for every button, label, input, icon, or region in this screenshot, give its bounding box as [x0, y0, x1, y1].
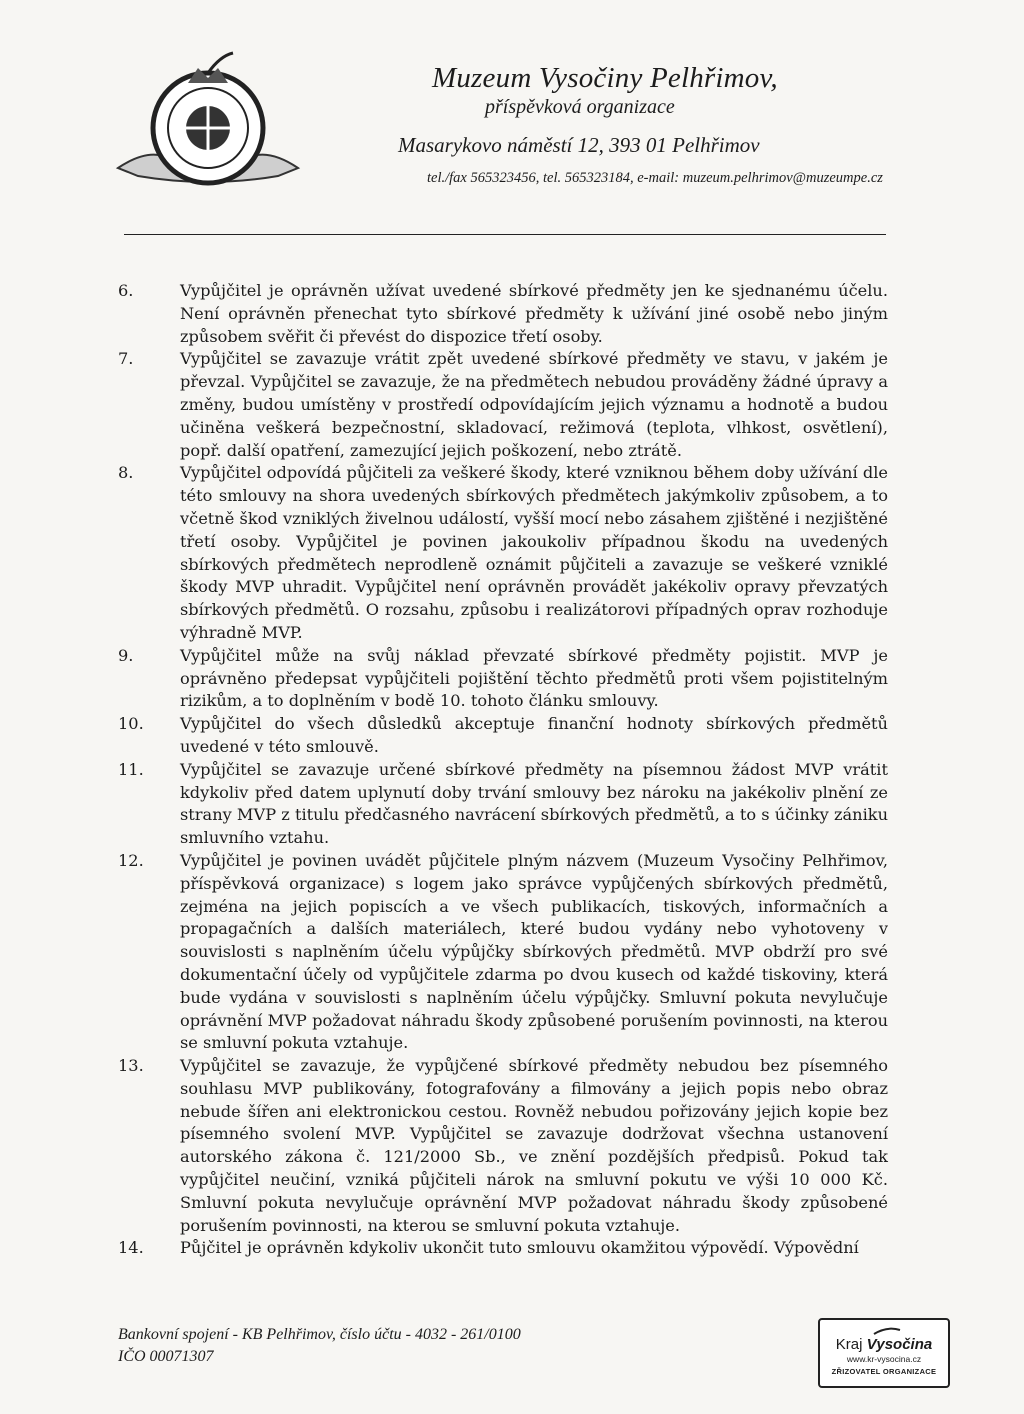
kraj-vysocina-logo	[818, 1318, 950, 1388]
header-subtitle: příspěvková organizace	[485, 96, 675, 118]
clause-text: Vypůjčitel je oprávněn užívat uvedené sbírkové předměty jen ke sjednanému účelu. Není oprávněn přenechat tyto sbírkové předměty k užívání jiné osobě nebo jiným způsobem svěřit či převést do dispozice třetí osoby.	[180, 281, 888, 346]
clause-number: 7.	[118, 349, 134, 369]
clause-item	[118, 713, 888, 759]
clause-item	[118, 759, 888, 850]
clause-number: 9.	[118, 645, 134, 665]
clause-number: 6.	[118, 281, 134, 300]
clause-text: Vypůjčitel se zavazuje vrátit zpět uvedené sbírkové předměty ve stavu, v jakém je převzal. Vypůjčitel se zavazuje, že na předmětech nebudou prováděny žádné úpravy a změny, budou umístěny v prostředí odpovídajícím jejich významu a hodnotě a budou učiněna veškerá bezpečnostní, skladovací, režimová (teplota, vlhkost, osvětlení), popř. další opatření, zamezující jejich poškození, nebo ztrátě.	[180, 349, 888, 460]
clause-text: Vypůjčitel se zavazuje, že vypůjčené sbírkové předměty nebudou bez písemného souhlasu MVP publikovány, fotografovány a filmovány a jejich popis nebo obraz nebude šířen ani elektronickou cestou. Rovněž nebudou pořizovány jejich kopie bez písemného svolení MVP. Vypůjčitel se zavazuje dodržovat všechna ustanovení autorského zákona č. 121/2000 Sb., ve znění pozdějších předpisů. Pokud tak vypůjčitel neučiní, vzniká půjčiteli nárok na smluvní pokutu ve výši 10 000 Kč. Smluvní pokuta nevylučuje oprávnění MVP požadovat náhradu škody způsobené porušením povinnosti, na kterou se smluvní pokuta vztahuje.	[180, 1056, 888, 1235]
clause-number: 12.	[118, 850, 144, 870]
kraj-name-part1: Kraj	[835, 1336, 863, 1353]
clause-text: Vypůjčitel odpovídá půjčiteli za veškeré škody, které vzniknou během doby užívání dle této smlouvy na shora uvedených sbírkových předmětech jakýmkoliv způsobem, a to včetně škod vzniklých živelnou událostí, vyšší mocí nebo zásahem zjištěné i nezjištěné třetí osoby. Vypůjčitel je povinen jakoukoliv případnou škodu na uvedených sbírkových předmětech neprodleně oznámit půjčiteli a zavazuje se veškeré vzniklé škody MVP uhradit. Vypůjčitel není oprávněn provádět jakékoliv opravy převzatých sbírkových předmětů. O rozsahu, způsobu i realizátorovi případných oprav rozhoduje výhradně MVP.	[180, 463, 888, 642]
clause-item	[118, 1237, 888, 1260]
clause-number: 13.	[118, 1056, 144, 1076]
clause-text: Vypůjčitel se zavazuje určené sbírkové předměty na písemnou žádost MVP vrátit kdykoliv před datem uplynutí doby trvání smlouvy bez nároku na jakékoliv plnění ze strany MVP z titulu předčasného navrácení sbírkových předmětů, a to s účinky zániku smluvního vztahu.	[180, 759, 888, 848]
contract-clauses	[118, 280, 888, 1260]
footer-ico: IČO 00071307	[118, 1348, 214, 1365]
clause-text: Vypůjčitel do všech důsledků akceptuje finanční hodnoty sbírkových předmětů uvedené v této smlouvě.	[180, 714, 888, 756]
clause-item	[118, 348, 888, 462]
swoosh-icon	[872, 1326, 902, 1336]
kraj-role: ZŘIZOVATEL ORGANIZACE	[831, 1367, 937, 1376]
museum-logo-seal	[108, 48, 308, 188]
clause-item	[118, 462, 888, 644]
kraj-name-part2: Vysočina	[866, 1336, 933, 1353]
header-address: Masarykovo náměstí 12, 393 01 Pelhřimov	[398, 133, 760, 157]
clause-item	[118, 645, 888, 713]
clause-text: Vypůjčitel může na svůj náklad převzaté sbírkové předměty pojistit. MVP je oprávněno předepsat vypůjčiteli pojištění těchto předmětů proti všem pojistitelným rizikům, a to doplněním v bodě 10. tohoto článku smlouvy.	[180, 645, 888, 711]
clause-text: Vypůjčitel je povinen uvádět půjčitele plným názvem (Muzeum Vysočiny Pelhřimov, příspěvková organizace) s logem jako správce vypůjčených sbírkových předmětů, zejména na jejich popiscích a ve všech publikacích, tiskových, informačních a propagačních a dalších materiálech, které budou vydány nebo vyhotoveny v souvislosti s naplněním účelu výpůjčky sbírkových předmětů. MVP obdrží pro své dokumentační účely od vypůjčitele zdarma po dvou kusech od každé tiskoviny, která bude vydána v souvislosti s naplněním účelu výpůjčky. Smluvní pokuta nevylučuje oprávnění MVP požadovat náhradu škody způsobené porušením povinnosti, na kterou se smluvní pokuta vztahuje.	[180, 850, 888, 1053]
clause-number: 11.	[118, 759, 144, 779]
clause-text: Půjčitel je oprávněn kdykoliv ukončit tuto smlouvu okamžitou výpovědí. Výpovědní	[180, 1238, 859, 1258]
clause-item	[118, 280, 888, 348]
kraj-url: www.kr-vysocina.cz	[846, 1354, 922, 1364]
header-contact: tel./fax 565323456, tel. 565323184, e-mail: muzeum.pelhrimov@muzeumpe.cz	[427, 170, 883, 186]
clause-item	[118, 1055, 888, 1237]
clause-number: 10.	[118, 714, 144, 734]
clause-item	[118, 850, 888, 1055]
clause-number: 8.	[118, 463, 134, 483]
header-divider	[124, 234, 886, 235]
clause-number: 14.	[118, 1238, 144, 1258]
kraj-name	[820, 1336, 948, 1353]
header-title: Muzeum Vysočiny Pelhřimov,	[432, 62, 778, 94]
footer-bank-details: Bankovní spojení - KB Pelhřimov, číslo účtu - 4032 - 261/0100	[118, 1326, 521, 1343]
